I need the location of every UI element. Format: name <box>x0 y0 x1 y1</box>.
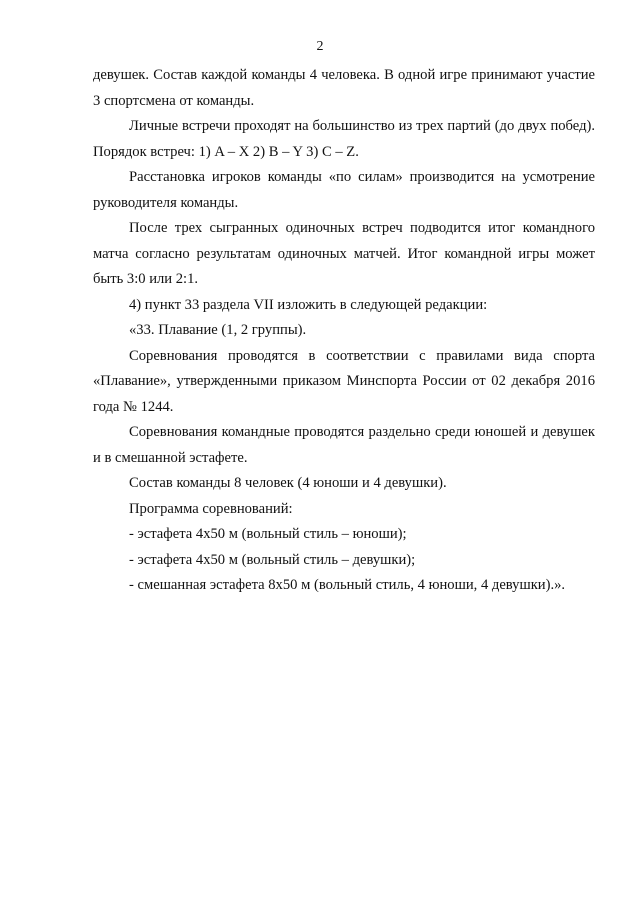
paragraph-player-placement: Расстановка игроков команды «по силам» производится на усмотрение руководителя команды. <box>93 169 595 211</box>
program-list-item: - смешанная эстафета 8х50 м (вольный стиль, 4 юноши, 4 девушки).». <box>129 577 566 593</box>
page-number: 2 <box>316 39 324 54</box>
paragraph-amendment-item: 4) пункт 33 раздела VII изложить в следующей редакции: <box>129 296 488 313</box>
paragraph-swimming-rules: Соревнования проводятся в соответствии с правилами вида спорта «Плавание», утвержденными приказом Минспорта России от 02 декабря 2016 года № 1244. <box>93 347 595 415</box>
paragraph-match-rules: Личные встречи проходят на большинство из трех партий (до двух побед). Порядок встреч: 1) A – X 2) B – Y 3) C – Z. <box>93 118 595 160</box>
paragraph-team-competition: Соревнования командные проводятся раздельно среди юношей и девушек и в смешанной эстафете. <box>93 424 595 466</box>
document-body <box>93 63 595 599</box>
paragraph-program-heading: Программа соревнований: <box>129 500 293 517</box>
program-list-item: - эстафета 4х50 м (вольный стиль – юноши); <box>129 526 407 542</box>
paragraph-team-composition: Состав команды 8 человек (4 юноши и 4 девушки). <box>129 475 447 491</box>
section-heading-swimming: «33. Плавание (1, 2 группы). <box>129 322 307 338</box>
program-list-item: - эстафета 4х50 м (вольный стиль – девушки); <box>129 551 416 568</box>
paragraph-continuation: девушек. Состав каждой команды 4 человека. В одной игре принимают участие 3 спортсмена от команды. <box>93 67 595 109</box>
paragraph-match-result: После трех сыгранных одиночных встреч подводится итог командного матча согласно результатам одиночных матчей. Итог командной игры может быть 3:0 или 2:1. <box>93 220 595 287</box>
